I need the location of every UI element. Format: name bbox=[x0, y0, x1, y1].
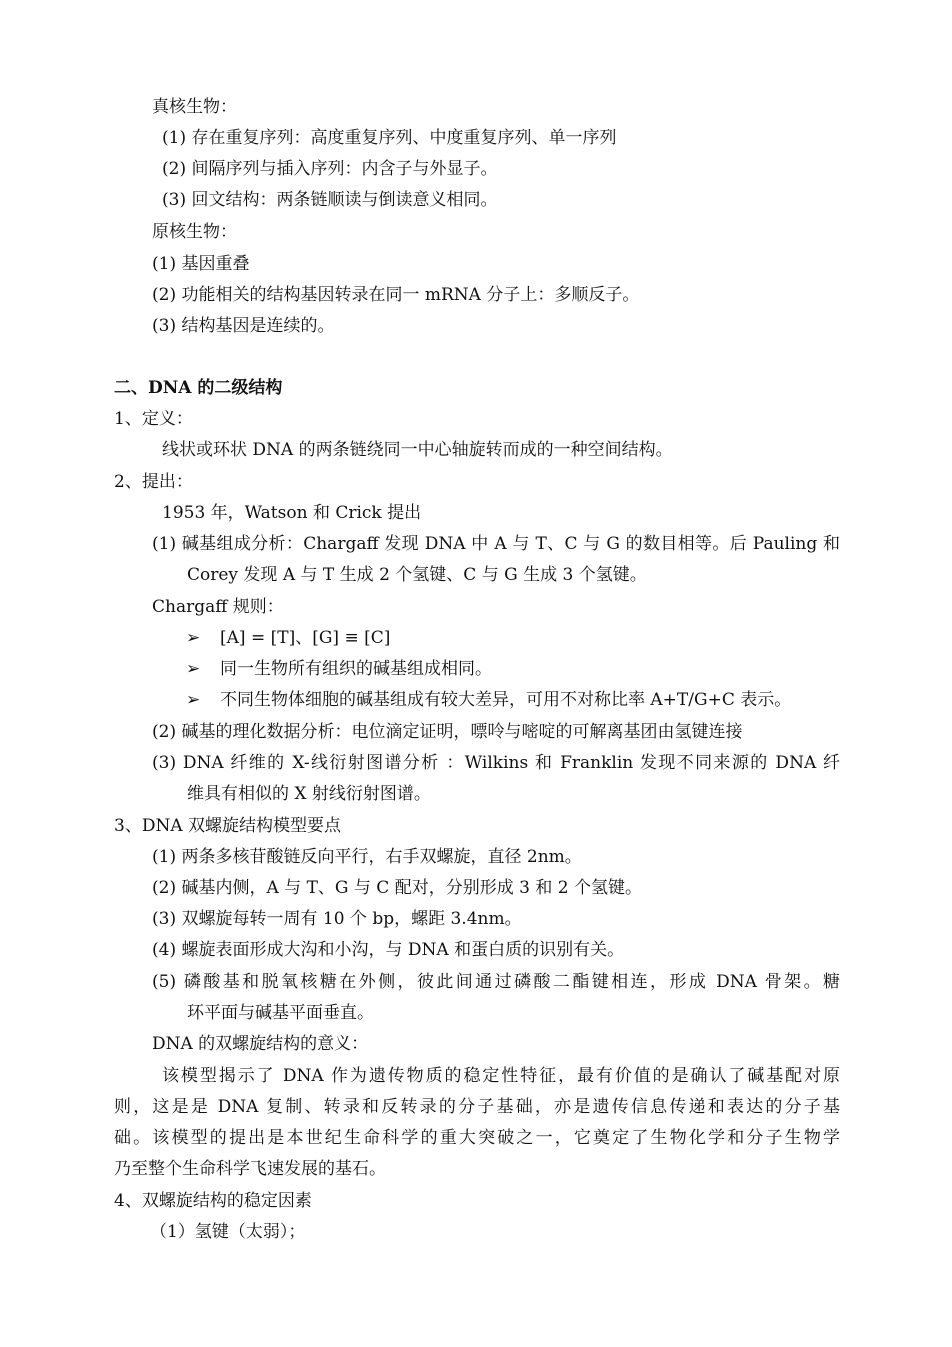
definition-text: 线状或环状 DNA 的两条链绕同一中心轴旋转而成的一种空间结构。 bbox=[162, 440, 673, 460]
meaning-paragraph-line: 乃至整个生命科学飞速发展的基石。 bbox=[114, 1159, 386, 1179]
model-item: (4) 螺旋表面形成大沟和小沟，与 DNA 和蛋白质的识别有关。 bbox=[152, 940, 625, 960]
stability-item: （1）氢键（太弱）； bbox=[150, 1222, 306, 1242]
proposed-label: 2、提出： bbox=[114, 472, 193, 492]
eukaryote-item: (2) 间隔序列与插入序列：内含子与外显子。 bbox=[162, 159, 498, 179]
meaning-paragraph-line: 础。该模型的提出是本世纪生命科学的重大突破之一，它奠定了生物化学和分子生物学 bbox=[114, 1128, 840, 1148]
rule-bullet-icon: ➢ bbox=[186, 628, 201, 648]
eukaryote-item: (3) 回文结构：两条链顺读与倒读意义相同。 bbox=[162, 190, 498, 210]
definition-label: 1、定义： bbox=[114, 409, 193, 429]
eukaryote-item: (1) 存在重复序列：高度重复序列、中度重复序列、单一序列 bbox=[162, 128, 617, 148]
stability-label: 4、双螺旋结构的稳定因素 bbox=[114, 1191, 312, 1211]
rule-bullet-icon: ➢ bbox=[186, 690, 201, 710]
evidence-item-3: (3) DNA 纤维的 X-线衍射图谱分析 ：Wilkins 和 Franklin 发现不同来源的 DNA 纤 bbox=[152, 753, 840, 773]
evidence-item-1: (1) 碱基组成分析：Chargaff 发现 DNA 中 A 与 T、C 与 G 的数目相等。后 Pauling 和 bbox=[152, 534, 840, 554]
model-item-5: (5) 磷酸基和脱氧核糖在外侧，彼此间通过磷酸二酯键相连，形成 DNA 骨架。糖 bbox=[152, 972, 840, 992]
model-item-5-cont: 环平面与碱基平面垂直。 bbox=[187, 1003, 374, 1023]
model-item: (3) 双螺旋每转一周有 10 个 bp，螺距 3.4nm。 bbox=[152, 909, 522, 929]
evidence-item-2: (2) 碱基的理化数据分析：电位滴定证明，嘌呤与嘧啶的可解离基团由氢键连接 bbox=[152, 722, 743, 742]
eukaryote-title: 真核生物： bbox=[152, 97, 237, 117]
meaning-paragraph-line: 该模型揭示了 DNA 作为遗传物质的稳定性特征，最有价值的是确认了碱基配对原 bbox=[162, 1066, 840, 1086]
chargaff-rule: 不同生物体细胞的碱基组成有较大差异，可用不对称比率 A+T/G+C 表示。 bbox=[220, 690, 792, 710]
proposed-year: 1953 年，Watson 和 Crick 提出 bbox=[162, 503, 422, 523]
prokaryote-item: (2) 功能相关的结构基因转录在同一 mRNA 分子上：多顺反子。 bbox=[152, 285, 640, 305]
model-item: (1) 两条多核苷酸链反向平行，右手双螺旋，直径 2nm。 bbox=[152, 847, 582, 867]
chargaff-rule: [A] = [T]、[G] ≡ [C] bbox=[220, 628, 391, 648]
model-item: (2) 碱基内侧，A 与 T、G 与 C 配对，分别形成 3 和 2 个氢键。 bbox=[152, 878, 642, 898]
evidence-item-3-cont: 维具有相似的 X 射线衍射图谱。 bbox=[187, 784, 431, 804]
prokaryote-item: (3) 结构基因是连续的。 bbox=[152, 316, 335, 336]
chargaff-rule: 同一生物所有组织的碱基组成相同。 bbox=[220, 659, 492, 679]
prokaryote-title: 原核生物： bbox=[152, 222, 237, 242]
meaning-label: DNA 的双螺旋结构的意义： bbox=[152, 1034, 369, 1054]
model-label: 3、DNA 双螺旋结构模型要点 bbox=[114, 816, 342, 836]
section-heading: 二、DNA 的二级结构 bbox=[114, 378, 283, 398]
prokaryote-item: (1) 基因重叠 bbox=[152, 254, 250, 274]
chargaff-rule-label: Chargaff 规则： bbox=[152, 597, 284, 617]
meaning-paragraph-line: 则，这是是 DNA 复制、转录和反转录的分子基础，亦是遗传信息传递和表达的分子基 bbox=[114, 1097, 840, 1117]
evidence-item-1-cont: Corey 发现 A 与 T 生成 2 个氢键、C 与 G 生成 3 个氢键。 bbox=[187, 565, 647, 585]
rule-bullet-icon: ➢ bbox=[186, 659, 201, 679]
